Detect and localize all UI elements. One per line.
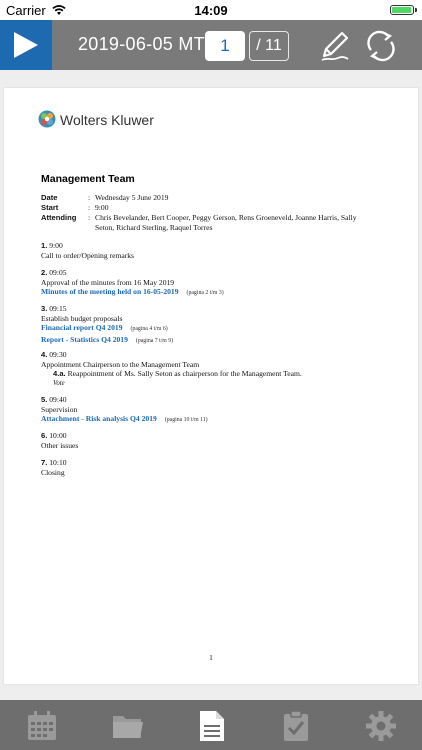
status-bar: [0, 0, 422, 20]
page-total-button[interactable]: / 11: [249, 31, 289, 61]
document-icon: [196, 710, 228, 742]
attachment-link[interactable]: Attachment - Risk analysis Q4 2019: [41, 414, 157, 424]
meta-label: Date: [41, 193, 58, 202]
agenda-item-text: Call to order/Opening remarks: [41, 250, 134, 260]
meta-value: 9:00: [95, 203, 109, 212]
meta-label: Start: [41, 203, 59, 212]
top-toolbar: [0, 20, 422, 70]
attachment-link[interactable]: Minutes of the meeting held on 16-05-2019: [41, 287, 179, 297]
sync-icon[interactable]: [364, 30, 398, 62]
current-page-field[interactable]: 1: [205, 31, 245, 61]
bottom-tab-bar: [0, 700, 422, 750]
document-page: Wolters Kluwer Management Team Date : Wednesday 5 June 2019 Start : 9:00 Attending : Chris Bevelander, Bert Cooper, Peggy Gerson, Rens Groeneveld, Joanne Harris, Sally Seton, Richard Sterling, Raquel Torres 1. 9:00 Call to order/Opening remarks 2. 09:05 Approval of the minutes from 16 May 2019 Minutes of the meeting held on 16-05-2019 (pagina 2 t/m 3) 3. 09:15 Establish budget proposals Financial report Q4 2019 (pagina 4 t/m 6) Report - Statistics Q4 2019 (pagina 7 t/m 9) 4. 09:30 Appointment Chairperson to the Management Team 4.a. Reappointment of Ms. Sally Seton as chairperson for the Management Team. Vote 5. 09:40 Supervision Attachment - Risk analysis Q4 2019 (pagina 10 t/m 11) 6. 10:00 Other issues 7. 10:10 Closing 1: [4, 88, 418, 684]
meta-value: Wednesday 5 June 2019: [95, 193, 169, 202]
battery-icon: [390, 5, 414, 15]
clipboard-check-icon: [280, 710, 312, 742]
attachment-link[interactable]: Financial report Q4 2019: [41, 323, 123, 333]
carrier-label: Carrier: [6, 3, 46, 18]
meta-value: Chris Bevelander, Bert Cooper, Peggy Gerson, Rens Groeneveld, Joanne Harris, Sally Seton, Richard Sterling, Raquel Torres: [95, 213, 357, 232]
agenda-item-text: Establish budget proposals: [41, 313, 123, 323]
agenda-item: 3. 09:15 Establish budget proposals Financial report Q4 2019 (pagina 4 t/m 6) Report - Statistics Q4 2019 (pagina 7 t/m 9): [41, 304, 174, 344]
agenda-item: 2. 09:05 Approval of the minutes from 16 May 2019 Minutes of the meeting held on 16-05-2019 (pagina 2 t/m 3): [41, 268, 224, 297]
page-number: 1: [209, 653, 213, 662]
meeting-title: 2019-06-05 MT: [78, 34, 205, 54]
agenda-item-text: Approval of the minutes from 16 May 2019: [41, 277, 175, 287]
calendar-icon: [26, 710, 58, 742]
tab-settings[interactable]: [353, 700, 409, 750]
attachment-link[interactable]: Report - Statistics Q4 2019: [41, 334, 128, 344]
agenda-item: 6. 10:00 Other issues: [41, 431, 79, 450]
agenda-item: 7. 10:10 Closing: [41, 458, 67, 477]
vote-label: Vote: [53, 379, 65, 387]
folder-icon: [111, 710, 145, 742]
agenda-item-text: Supervision: [41, 404, 78, 414]
gear-icon: [365, 710, 397, 742]
logo-wordmark: Wolters Kluwer: [60, 112, 154, 128]
document-title: Management Team: [41, 173, 135, 185]
document-viewer[interactable]: [0, 70, 422, 700]
agenda-item: 5. 09:40 Supervision Attachment - Risk analysis Q4 2019 (pagina 10 t/m 11): [41, 395, 208, 424]
tab-calendar[interactable]: [14, 700, 70, 750]
agenda-item-text: Other issues: [41, 440, 79, 450]
play-icon: [12, 31, 40, 59]
agenda-item: 4. 09:30 Appointment Chairperson to the Management Team 4.a. Reappointment of Ms. Sally Seton as chairperson for the Management Team. Vote: [41, 350, 302, 387]
meta-label: Attending: [41, 213, 77, 222]
agenda-item-text: Appointment Chairperson to the Management Team: [41, 359, 200, 369]
play-button[interactable]: [0, 20, 52, 70]
tab-tasks[interactable]: [268, 700, 324, 750]
clock: 14:09: [194, 3, 228, 18]
tab-document[interactable]: [184, 700, 240, 750]
agenda-item: 1. 9:00 Call to order/Opening remarks: [41, 241, 134, 260]
tab-folder[interactable]: [99, 700, 155, 750]
wolters-kluwer-logo: [38, 110, 56, 128]
agenda-item-text: Closing: [41, 467, 65, 477]
edit-pencil-icon[interactable]: [318, 30, 352, 62]
